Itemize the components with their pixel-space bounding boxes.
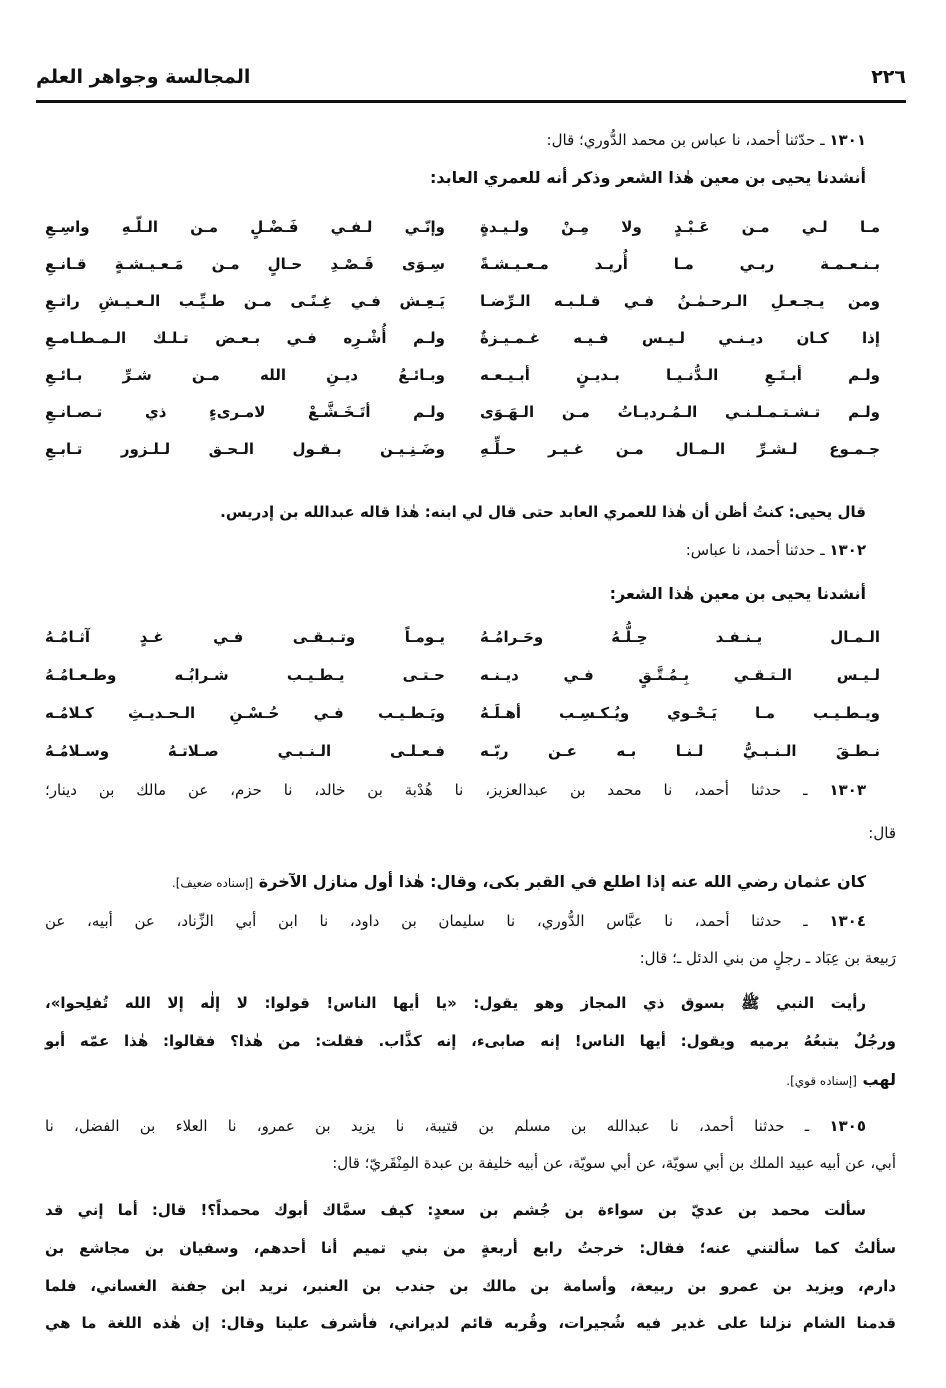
hadith-text: كان عثمان رضي الله عنه إذا اطلع في القبر بكى، وقال: هٰذا أول منازل الآخرة [258,872,866,891]
verse-hemistich-left: وإنّـي لـفـي فَـضْـلٍ مـن الـلّـهِ واسِـعِ [45,218,445,236]
entry-1303-isnad-cont: قال: [868,824,896,842]
verse-hemistich-right: الـمـال يـنـفـد حِـلُّـهُ وحَـرامُـهُ [480,628,880,646]
verse-hemistich-right: ويـطـيـب مـا يَـحْـوي ويُـكـسِـب أهـلَـهُ [480,704,880,722]
entry-1301-intro: أنشدنا يحيى بن معين هٰذا الشعر وذكر أنه للعمري العابد: [430,168,866,187]
entry-1303-text [45,870,866,895]
entry-number: ١٣٠٥ [829,1117,866,1135]
entry-1305-text-line: دارم، ويزيد بن عمرو بن ربيعة، وأسامة بن مالك بن جندب بن العنبر، نريد ابن جفنة الغساني، فلما [45,1277,896,1295]
verse-hemistich-left: وبـائـعُ ديـنِ الله مـن شـرِّ بـائـعِ [45,366,445,384]
isnad-text: ـ حدثنا أحمد، نا عباس: [685,541,825,559]
verse-hemistich-left: حـتـى يـطـيـب شـرابُـه وطـعـامُـهُ [45,666,445,684]
verse-hemistich-left: ولـم أتَـخَـشَّـعْ لامـرىءٍ ذي تـصـانـعِ [45,403,445,421]
entry-1304-isnad [45,909,866,933]
verse-hemistich-right: إذا كـان ديـنـي لـيـس فـيـه غـمـيـزةٌ [480,329,880,347]
verse-hemistich-right: ولـم أبـتَـعِ الـدُّنـيـا بـديـنٍ أبـيـعـه [480,366,880,384]
verse-hemistich-left: يَـعِـش فـي غِـنًـى مـن طـيِّـب الـعـيـشِ راتـعِ [45,292,445,310]
verse-hemistich-right: ومن يـجـعـلِ الـرحـمٰـنُ فـي قـلـبـه الـرِّضـا [480,292,880,310]
entry-number: ١٣٠٢ [829,541,866,559]
verse-hemistich-left: سِـوَى قَـصْـدِ حـالٍ مـن مَـعـيـشـةٍ قـانـعِ [45,255,445,273]
isnad-text: ـ حدثنا أحمد، نا عبدالله بن مسلم بن قتيبة، نا يزيد بن عمرو، نا العلاء بن الفضل، نا [45,1117,810,1135]
verse-hemistich-left: ولـم أُشْـرِه فـي بـعـض تـلـك الـمـطـامـعِ [45,329,445,347]
entry-1305-text-line: سألت محمد بن عديّ بن سواءة بن جُشم بن سعدٍ: كيف سمَّاك أبوك محمداً؟! قال: أما إني قد [45,1201,866,1219]
entry-number: ١٣٠١ [829,131,866,149]
verse-hemistich-left: فـعـلـى الـنـبـي صـلاتـهُ وسـلامُـهُ [45,742,445,760]
verse-hemistich-left: ويَـطـيـب فـي حُـسْـنِ الـحـديـثِ كـلامُـه [45,704,445,722]
entry-number: ١٣٠٣ [829,781,866,799]
verse-hemistich-right: مـا لـي مـن عَـبْـدٍ ولا مِـنْ ولـيـدةٍ [480,218,880,236]
verse-hemistich-right: نـطـقَ الـنـبـيُّ لـنـا بـه عـن ربّـه [480,742,880,760]
header-rule [36,100,906,103]
grade-note: [إسناده قوي]. [786,1074,857,1088]
verse-hemistich-right: لـيـس الـتـقـي بِـمُـتَّـقٍ فـي ديـنـه [480,666,880,684]
entry-1305-text-line: سألتُ كما سألتني عنه؛ فقال: خرجتُ رابع أربعةٍ من بني تميم أنا أحدهم، وسفيان بن مجاشع بن [45,1239,896,1257]
entry-1305-isnad [45,1114,866,1138]
entry-1303-isnad [45,778,866,802]
entry-1304-text-line: ورجُلٌ يتبعُهُ يرميه ويقول: أيها الناس! إنه صابىء، إنه كذَّاب. فقلت: من هٰذا؟ فقالوا: هٰذا عمّه أبو [45,1032,896,1050]
entry-number: ١٣٠٤ [829,912,866,930]
page-number: ٢٢٦ [871,66,906,88]
entry-1304-text-line: رأيت النبي ﷺ بسوق ذي المجاز وهو يقول: «يا أيها الناس! قولوا: لا إلٰه إلا الله تُفلِحوا»، [45,994,866,1012]
entry-1305-text-line: قدمنا الشام نزلنا على غدير فيه شُجيرات، وقُربه قائم لديراني، فأشرف علينا وقال: إن هٰذه اللغة ما هي [45,1314,896,1332]
grade-note: [إسناده ضعيف]. [171,876,254,890]
verse-hemistich-left: يـومـاً وتـبـقـى فـي غـدٍ آثـامُـهُ [45,628,445,646]
running-title: المجالسة وجواهر العلم [36,66,251,88]
entry-1302-intro: أنشدنا يحيى بن معين هٰذا الشعر: [609,584,866,603]
isnad-text: ـ حدّثنا أحمد، نا عباس بن محمد الدُّوري؛ قال: [546,131,825,149]
entry-1304-text-line [45,1068,896,1093]
hadith-text: لهب [862,1070,896,1089]
verse-hemistich-left: وضَـنِـيـن بـقـول الـحـق لـلـزور تـابـعِ [45,440,445,458]
verse-hemistich-right: ولـم تـشـتـمـلـنـي الـمُـرديـاتُ مـن الـهَـوَى [480,403,880,421]
entry-1301-isnad [45,128,866,152]
entry-1305-isnad-cont: أبي، عن أبيه عبيد الملك بن أبي سويّة، عن أبي سويّة، عن أبيه خليفة بن عبدة المِنْقَريّ؛ قال: [332,1154,896,1172]
verse-hemistich-right: جـمـوع لـشـرِّ الـمـال مـن غـيـر حـلِّـهِ [480,440,880,458]
entry-1304-isnad-cont: رَبيعة بن عِبَاد ـ رجلٍ من بني الدئل ـ؛ قال: [639,949,896,967]
isnad-text: ـ حدثنا أحمد، نا عبَّاس الدُّوري، نا سليمان بن داود، نا ابن أبي الزِّناد، عن أبيه، عن [45,912,808,930]
isnad-text: ـ حدثنا أحمد، نا محمد بن عبدالعزيز، نا هُدْبة بن خالد، نا حزم، عن مالك بن دينار؛ [45,781,808,799]
entry-1302-isnad [45,538,866,562]
verse-hemistich-right: بـنـعـمـة ربـي مـا أُريـد مـعـيـشـةً [480,255,880,273]
entry-1301-outro: قال يحيى: كنتُ أظن أن هٰذا للعمري العابد حتى قال لي ابنه: هٰذا قاله عبدالله بن إدريس. [220,503,866,521]
